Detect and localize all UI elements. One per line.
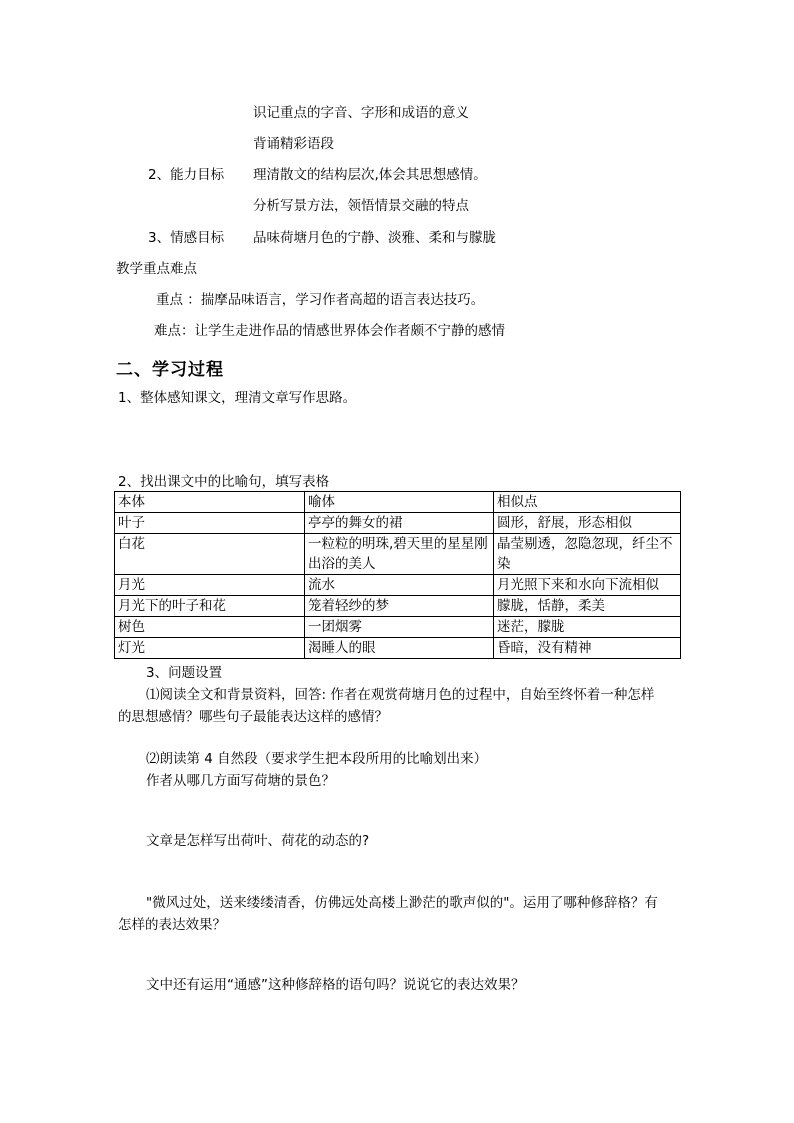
emotion-item-1: 品味荷塘月色的宁静、淡雅、柔和与朦胧 bbox=[253, 230, 496, 246]
table-cell: 一团烟雾 bbox=[305, 617, 494, 638]
table-cell: 流水 bbox=[305, 575, 494, 596]
table-cell: 灯光 bbox=[115, 638, 305, 659]
table-cell: 圆形，舒展，形态相似 bbox=[494, 513, 681, 534]
emotion-objective-label: 3、情感目标 bbox=[148, 230, 225, 246]
section-heading: 二、学习过程 bbox=[116, 360, 224, 380]
knowledge-item-1: 识记重点的字音、字形和成语的意义 bbox=[253, 105, 469, 121]
header-cell: 相似点 bbox=[494, 492, 681, 513]
table-row bbox=[115, 513, 681, 534]
table-cell: 渴睡人的眼 bbox=[305, 638, 494, 659]
question-4-line-1: "微风过处，送来缕缕清香，仿佛远处高楼上渺茫的歌声似的"。运用了哪种修辞格？有 bbox=[146, 895, 658, 911]
question-4-line-2: 怎样的表达效果？ bbox=[118, 917, 226, 933]
table-cell: 昏暗，没有精神 bbox=[494, 638, 681, 659]
table-header-row bbox=[115, 492, 681, 513]
question-3: 文章是怎样写出荷叶、荷花的动态的? bbox=[146, 833, 370, 849]
table-cell: 叶子 bbox=[115, 513, 305, 534]
table-cell: 月光下的叶子和花 bbox=[115, 596, 305, 617]
question-1-line-2: 的思想感情？哪些句子最能表达这样的感情？ bbox=[118, 709, 388, 725]
key-point-focus: 重点 ：揣摩品味语言，学习作者高超的语言表达技巧。 bbox=[156, 292, 485, 308]
knowledge-item-2: 背诵精彩语段 bbox=[253, 136, 334, 152]
table-cell: 白花 bbox=[115, 534, 305, 575]
table-row bbox=[115, 596, 681, 617]
question-2-line-1: ⑵朗读第 4 自然段（要求学生把本段所用的比喻划出来） bbox=[146, 751, 488, 767]
header-cell: 本体 bbox=[115, 492, 305, 513]
table-cell: 一粒粒的明珠,碧天里的星星刚出浴的美人 bbox=[305, 534, 494, 575]
ability-item-2: 分析写景方法，领悟情景交融的特点 bbox=[253, 198, 469, 214]
table-cell: 迷茫，朦胧 bbox=[494, 617, 681, 638]
step-2: 2、找出课文中的比喻句，填写表格 bbox=[118, 474, 330, 490]
table-cell: 月光 bbox=[115, 575, 305, 596]
table-cell: 树色 bbox=[115, 617, 305, 638]
table-cell: 晶莹剔透，忽隐忽现，纤尘不染 bbox=[494, 534, 681, 575]
table-row bbox=[115, 638, 681, 659]
table-cell: 月光照下来和水向下流相似 bbox=[494, 575, 681, 596]
header-cell: 喻体 bbox=[305, 492, 494, 513]
table-row bbox=[115, 575, 681, 596]
ability-objective-label: 2、能力目标 bbox=[148, 167, 225, 183]
key-point-difficulty: 难点：让学生走进作品的情感世界体会作者颇不宁静的感情 bbox=[154, 323, 505, 339]
step-1: 1、整体感知课文，理清文章写作思路。 bbox=[118, 390, 357, 406]
question-5: 文中还有运用“通感”这种修辞格的语句吗？说说它的表达效果？ bbox=[146, 977, 525, 993]
key-points-title: 教学重点难点 bbox=[116, 261, 197, 277]
ability-item-1: 理清散文的结构层次,体会其思想感情。 bbox=[253, 167, 487, 183]
question-1-line-1: ⑴阅读全文和背景资料，回答: 作者在观赏荷塘月色的过程中，自始至终怀着一种怎样 bbox=[146, 687, 655, 703]
table-cell: 笼着轻纱的梦 bbox=[305, 596, 494, 617]
table-cell: 亭亭的舞女的裙 bbox=[305, 513, 494, 534]
table-cell: 朦胧，恬静，柔美 bbox=[494, 596, 681, 617]
table-row bbox=[115, 534, 681, 575]
question-2-line-2: 作者从哪几方面写荷塘的景色？ bbox=[146, 773, 335, 789]
table-row bbox=[115, 617, 681, 638]
questions-title: 3、问题设置 bbox=[146, 665, 223, 681]
metaphor-table bbox=[114, 491, 681, 659]
